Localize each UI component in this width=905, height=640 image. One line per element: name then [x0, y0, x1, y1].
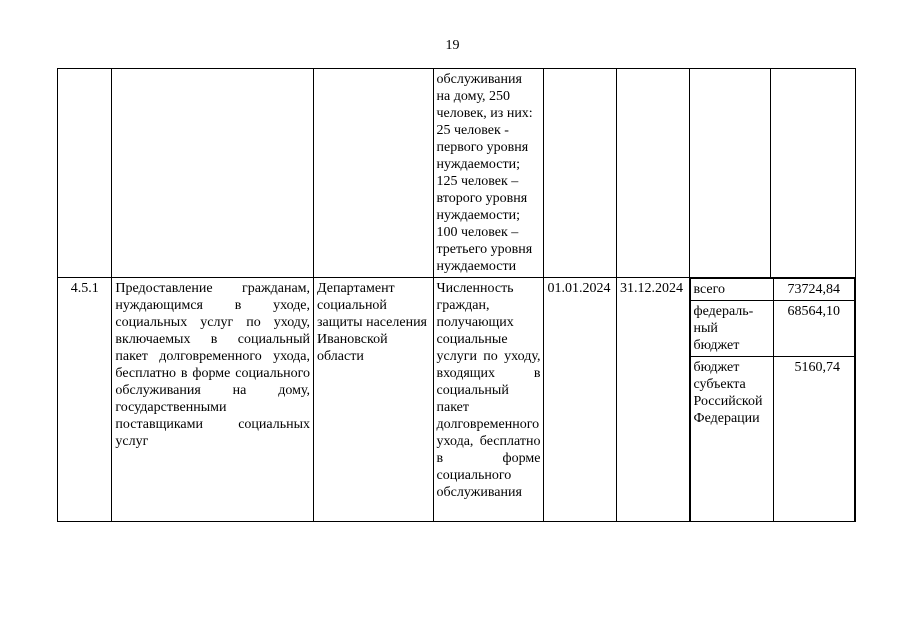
funding-table — [690, 278, 855, 521]
cell-description: Предоставление гражданам, нуждающимся в уходе, социальных услуг по уходу, включаемых в социальный пакет долговременного ухода, бесплатно в форме социального обслуживания на дому, государственными поставщиками социальных услуг — [112, 278, 314, 522]
funding-row-federal — [690, 301, 854, 357]
cell-fund-label-empty — [689, 69, 770, 278]
table-row-continuation — [58, 69, 856, 278]
funding-row-total — [690, 279, 854, 301]
cell-indicator: Численность граждан, получающих социальные услуги по уходу, входящих в социальный пакет долговременного ухода, бесплатно в форме социального обслуживания — [433, 278, 544, 522]
cell-start-date: 01.01.2024 — [544, 278, 617, 522]
cell-end-empty — [616, 69, 689, 278]
cell-funding — [689, 278, 855, 522]
funding-value-total: 73724,84 — [773, 279, 854, 301]
cell-executor-empty — [314, 69, 433, 278]
table-row-4-5-1 — [58, 278, 856, 522]
cell-number-empty — [58, 69, 112, 278]
cell-description-empty — [112, 69, 314, 278]
page-number: 19 — [445, 38, 460, 53]
funding-label-total: всего — [690, 279, 773, 301]
cell-row-number: 4.5.1 — [58, 278, 112, 522]
funding-label-federal: федераль- ный бюджет — [690, 301, 773, 357]
cell-end-date: 31.12.2024 — [616, 278, 689, 522]
program-table — [57, 68, 856, 522]
funding-label-regional: бюджет субъекта Российской Федерации — [690, 357, 773, 522]
cell-start-empty — [544, 69, 617, 278]
cell-fund-value-empty — [770, 69, 855, 278]
funding-value-federal: 68564,10 — [773, 301, 854, 357]
cell-executor: Департамент социальной защиты населения Ивановской области — [314, 278, 433, 522]
funding-row-regional — [690, 357, 854, 522]
funding-value-regional: 5160,74 — [773, 357, 854, 522]
cell-indicator-continuation: обслуживания на дому, 250 человек, из них: 25 человек - первого уровня нуждаемости; 125 человек – второго уровня нуждаемости; 100 человек – третьего уровня нуждаемости — [433, 69, 544, 278]
